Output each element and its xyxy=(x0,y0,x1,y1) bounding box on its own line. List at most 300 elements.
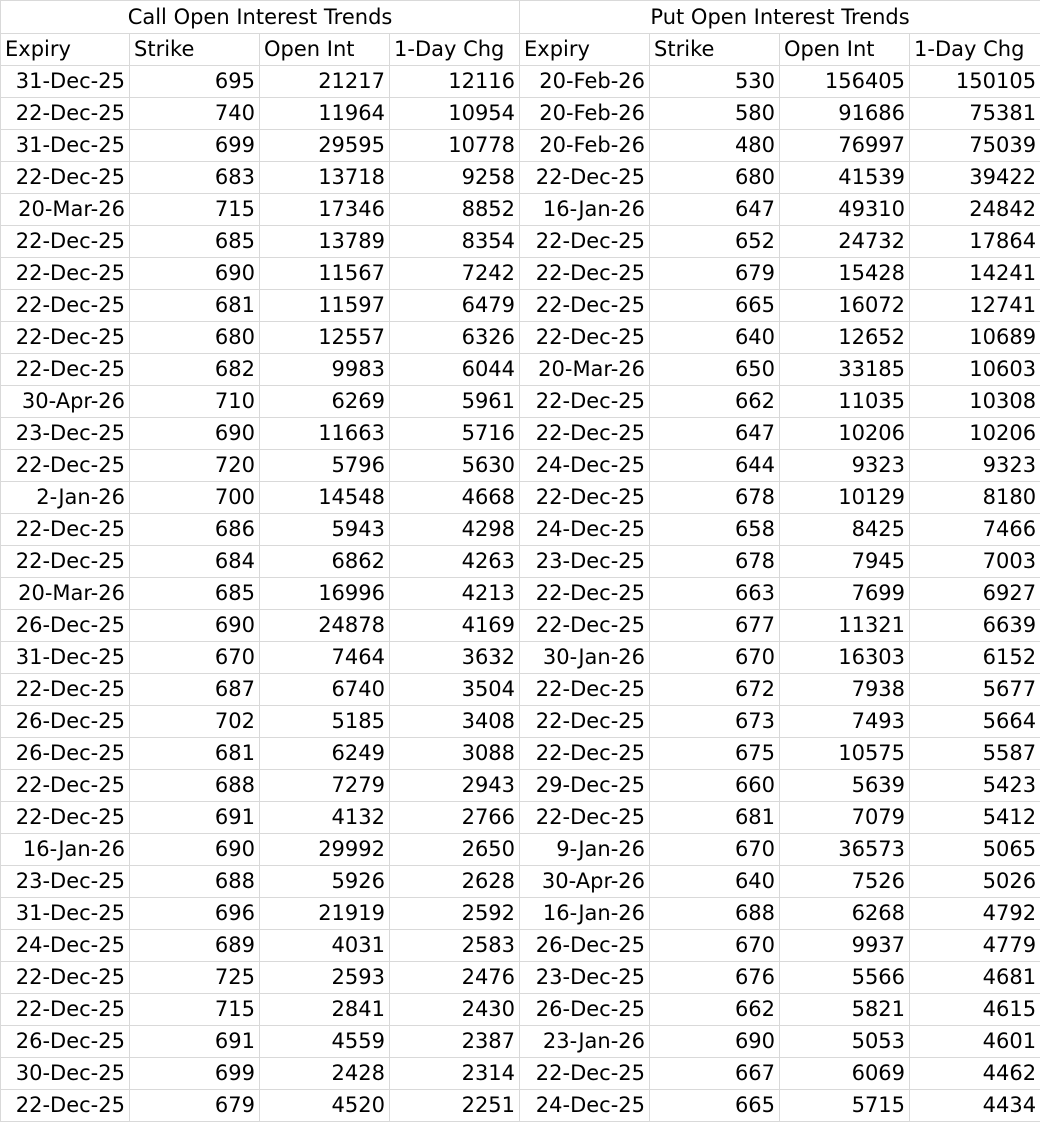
call-cell-expiry[interactable]: 22-Dec-25 xyxy=(1,514,130,546)
put-cell-open-int[interactable]: 15428 xyxy=(780,258,910,290)
call-cell-open-int[interactable]: 2593 xyxy=(260,962,390,994)
put-cell-open-int[interactable]: 5053 xyxy=(780,1026,910,1058)
put-table-title[interactable]: Put Open Interest Trends xyxy=(520,1,1040,34)
put-cell-open-int[interactable]: 11321 xyxy=(780,610,910,642)
put-cell-1-day-chg[interactable]: 39422 xyxy=(910,162,1040,194)
put-cell-1-day-chg[interactable]: 4462 xyxy=(910,1058,1040,1090)
put-cell-strike[interactable]: 665 xyxy=(650,290,780,322)
put-cell-1-day-chg[interactable]: 10603 xyxy=(910,354,1040,386)
call-cell-strike[interactable]: 690 xyxy=(130,418,260,450)
put-cell-open-int[interactable]: 6268 xyxy=(780,898,910,930)
call-cell-strike[interactable]: 684 xyxy=(130,546,260,578)
call-cell-expiry[interactable]: 22-Dec-25 xyxy=(1,450,130,482)
call-cell-expiry[interactable]: 20-Mar-26 xyxy=(1,194,130,226)
put-cell-open-int[interactable]: 76997 xyxy=(780,130,910,162)
call-cell-1-day-chg[interactable]: 5961 xyxy=(390,386,520,418)
call-cell-open-int[interactable]: 29595 xyxy=(260,130,390,162)
call-cell-strike[interactable]: 691 xyxy=(130,802,260,834)
put-cell-expiry[interactable]: 24-Dec-25 xyxy=(520,514,650,546)
put-cell-1-day-chg[interactable]: 6639 xyxy=(910,610,1040,642)
call-cell-1-day-chg[interactable]: 12116 xyxy=(390,66,520,98)
table-row xyxy=(1,514,1040,546)
call-cell-expiry[interactable]: 30-Dec-25 xyxy=(1,1058,130,1090)
call-cell-strike[interactable]: 688 xyxy=(130,770,260,802)
put-cell-expiry[interactable]: 22-Dec-25 xyxy=(520,1058,650,1090)
call-cell-expiry[interactable]: 22-Dec-25 xyxy=(1,226,130,258)
call-cell-1-day-chg[interactable]: 2476 xyxy=(390,962,520,994)
call-cell-expiry[interactable]: 22-Dec-25 xyxy=(1,674,130,706)
call-cell-strike[interactable]: 679 xyxy=(130,1090,260,1122)
call-cell-expiry[interactable]: 22-Dec-25 xyxy=(1,290,130,322)
put-cell-strike[interactable]: 679 xyxy=(650,258,780,290)
put-cell-expiry[interactable]: 24-Dec-25 xyxy=(520,1090,650,1122)
put-cell-1-day-chg[interactable]: 5065 xyxy=(910,834,1040,866)
put-cell-1-day-chg[interactable]: 10689 xyxy=(910,322,1040,354)
put-cell-strike[interactable]: 670 xyxy=(650,834,780,866)
put-cell-strike[interactable]: 640 xyxy=(650,322,780,354)
call-cell-open-int[interactable]: 6269 xyxy=(260,386,390,418)
put-cell-1-day-chg[interactable]: 75039 xyxy=(910,130,1040,162)
put-cell-1-day-chg[interactable]: 5423 xyxy=(910,770,1040,802)
call-cell-expiry[interactable]: 22-Dec-25 xyxy=(1,98,130,130)
call-cell-1-day-chg[interactable]: 3504 xyxy=(390,674,520,706)
call-cell-strike[interactable]: 688 xyxy=(130,866,260,898)
put-cell-open-int[interactable]: 8425 xyxy=(780,514,910,546)
put-cell-open-int[interactable]: 5639 xyxy=(780,770,910,802)
call-cell-strike[interactable]: 685 xyxy=(130,226,260,258)
call-cell-open-int[interactable]: 16996 xyxy=(260,578,390,610)
call-cell-strike[interactable]: 720 xyxy=(130,450,260,482)
call-cell-1-day-chg[interactable]: 4668 xyxy=(390,482,520,514)
call-cell-expiry[interactable]: 31-Dec-25 xyxy=(1,898,130,930)
table-row xyxy=(1,290,1040,322)
call-cell-open-int[interactable]: 4559 xyxy=(260,1026,390,1058)
put-cell-expiry[interactable]: 22-Dec-25 xyxy=(520,290,650,322)
put-cell-open-int[interactable]: 7945 xyxy=(780,546,910,578)
call-table-title[interactable]: Call Open Interest Trends xyxy=(1,1,520,34)
put-cell-strike[interactable]: 662 xyxy=(650,994,780,1026)
put-cell-strike[interactable]: 672 xyxy=(650,674,780,706)
put-cell-strike[interactable]: 647 xyxy=(650,418,780,450)
call-cell-1-day-chg[interactable]: 4298 xyxy=(390,514,520,546)
put-cell-expiry[interactable]: 22-Dec-25 xyxy=(520,258,650,290)
call-cell-expiry[interactable]: 31-Dec-25 xyxy=(1,130,130,162)
call-header-1-day-chg[interactable]: 1-Day Chg xyxy=(390,34,520,66)
put-header-strike[interactable]: Strike xyxy=(650,34,780,66)
call-cell-expiry[interactable]: 30-Apr-26 xyxy=(1,386,130,418)
call-cell-open-int[interactable]: 21217 xyxy=(260,66,390,98)
call-cell-strike[interactable]: 690 xyxy=(130,258,260,290)
put-cell-1-day-chg[interactable]: 5664 xyxy=(910,706,1040,738)
put-cell-open-int[interactable]: 5715 xyxy=(780,1090,910,1122)
table-row xyxy=(1,194,1040,226)
call-cell-1-day-chg[interactable]: 4263 xyxy=(390,546,520,578)
call-cell-expiry[interactable]: 26-Dec-25 xyxy=(1,706,130,738)
call-cell-open-int[interactable]: 12557 xyxy=(260,322,390,354)
call-cell-expiry[interactable]: 22-Dec-25 xyxy=(1,962,130,994)
call-cell-open-int[interactable]: 5185 xyxy=(260,706,390,738)
put-cell-1-day-chg[interactable]: 4779 xyxy=(910,930,1040,962)
call-cell-expiry[interactable]: 22-Dec-25 xyxy=(1,322,130,354)
table-row xyxy=(1,418,1040,450)
call-cell-strike[interactable]: 690 xyxy=(130,610,260,642)
put-cell-expiry[interactable]: 22-Dec-25 xyxy=(520,802,650,834)
put-cell-1-day-chg[interactable]: 7466 xyxy=(910,514,1040,546)
put-cell-strike[interactable]: 677 xyxy=(650,610,780,642)
put-cell-expiry[interactable]: 20-Feb-26 xyxy=(520,66,650,98)
call-cell-expiry[interactable]: 22-Dec-25 xyxy=(1,802,130,834)
call-cell-1-day-chg[interactable]: 2628 xyxy=(390,866,520,898)
call-cell-strike[interactable]: 715 xyxy=(130,194,260,226)
put-cell-strike[interactable]: 663 xyxy=(650,578,780,610)
call-cell-expiry[interactable]: 31-Dec-25 xyxy=(1,642,130,674)
call-cell-strike[interactable]: 681 xyxy=(130,738,260,770)
put-cell-expiry[interactable]: 23-Jan-26 xyxy=(520,1026,650,1058)
put-cell-1-day-chg[interactable]: 17864 xyxy=(910,226,1040,258)
table-row xyxy=(1,1026,1040,1058)
call-cell-expiry[interactable]: 26-Dec-25 xyxy=(1,738,130,770)
put-cell-1-day-chg[interactable]: 10206 xyxy=(910,418,1040,450)
call-cell-expiry[interactable]: 23-Dec-25 xyxy=(1,866,130,898)
call-cell-1-day-chg[interactable]: 5630 xyxy=(390,450,520,482)
call-cell-open-int[interactable]: 11964 xyxy=(260,98,390,130)
call-cell-1-day-chg[interactable]: 2430 xyxy=(390,994,520,1026)
call-cell-strike[interactable]: 682 xyxy=(130,354,260,386)
put-cell-strike[interactable]: 580 xyxy=(650,98,780,130)
table-row xyxy=(1,866,1040,898)
call-cell-open-int[interactable]: 6740 xyxy=(260,674,390,706)
title-row xyxy=(1,1,1040,34)
call-cell-open-int[interactable]: 7279 xyxy=(260,770,390,802)
put-cell-open-int[interactable]: 10575 xyxy=(780,738,910,770)
table-row xyxy=(1,610,1040,642)
call-cell-1-day-chg[interactable]: 2943 xyxy=(390,770,520,802)
call-cell-open-int[interactable]: 21919 xyxy=(260,898,390,930)
call-cell-1-day-chg[interactable]: 5716 xyxy=(390,418,520,450)
put-cell-open-int[interactable]: 156405 xyxy=(780,66,910,98)
call-cell-open-int[interactable]: 5796 xyxy=(260,450,390,482)
call-cell-expiry[interactable]: 22-Dec-25 xyxy=(1,770,130,802)
call-cell-1-day-chg[interactable]: 2583 xyxy=(390,930,520,962)
call-cell-expiry[interactable]: 22-Dec-25 xyxy=(1,994,130,1026)
call-cell-open-int[interactable]: 2428 xyxy=(260,1058,390,1090)
call-cell-expiry[interactable]: 22-Dec-25 xyxy=(1,258,130,290)
call-cell-strike[interactable]: 683 xyxy=(130,162,260,194)
put-cell-open-int[interactable]: 36573 xyxy=(780,834,910,866)
table-row xyxy=(1,546,1040,578)
call-cell-1-day-chg[interactable]: 10778 xyxy=(390,130,520,162)
call-cell-open-int[interactable]: 4031 xyxy=(260,930,390,962)
put-cell-strike[interactable]: 530 xyxy=(650,66,780,98)
put-cell-strike[interactable]: 662 xyxy=(650,386,780,418)
header-row xyxy=(1,34,1040,66)
call-cell-1-day-chg[interactable]: 4213 xyxy=(390,578,520,610)
put-cell-strike[interactable]: 690 xyxy=(650,1026,780,1058)
table-row xyxy=(1,130,1040,162)
put-cell-strike[interactable]: 658 xyxy=(650,514,780,546)
sheet-body xyxy=(1,1,1040,1122)
put-cell-1-day-chg[interactable]: 6927 xyxy=(910,578,1040,610)
put-cell-open-int[interactable]: 9323 xyxy=(780,450,910,482)
put-cell-1-day-chg[interactable]: 12741 xyxy=(910,290,1040,322)
table-row xyxy=(1,482,1040,514)
put-cell-expiry[interactable]: 22-Dec-25 xyxy=(520,162,650,194)
put-cell-expiry[interactable]: 22-Dec-25 xyxy=(520,578,650,610)
put-cell-expiry[interactable]: 23-Dec-25 xyxy=(520,546,650,578)
call-cell-strike[interactable]: 690 xyxy=(130,834,260,866)
put-cell-open-int[interactable]: 9937 xyxy=(780,930,910,962)
call-cell-strike[interactable]: 710 xyxy=(130,386,260,418)
call-cell-expiry[interactable]: 20-Mar-26 xyxy=(1,578,130,610)
put-cell-open-int[interactable]: 10129 xyxy=(780,482,910,514)
call-cell-strike[interactable]: 681 xyxy=(130,290,260,322)
put-cell-1-day-chg[interactable]: 4681 xyxy=(910,962,1040,994)
put-cell-expiry[interactable]: 22-Dec-25 xyxy=(520,674,650,706)
put-cell-expiry[interactable]: 22-Dec-25 xyxy=(520,706,650,738)
call-cell-strike[interactable]: 715 xyxy=(130,994,260,1026)
call-cell-1-day-chg[interactable]: 2251 xyxy=(390,1090,520,1122)
put-cell-open-int[interactable]: 91686 xyxy=(780,98,910,130)
put-cell-expiry[interactable]: 26-Dec-25 xyxy=(520,930,650,962)
put-cell-strike[interactable]: 644 xyxy=(650,450,780,482)
put-cell-expiry[interactable]: 20-Feb-26 xyxy=(520,98,650,130)
call-cell-1-day-chg[interactable]: 9258 xyxy=(390,162,520,194)
put-header-expiry[interactable]: Expiry xyxy=(520,34,650,66)
call-cell-open-int[interactable]: 13718 xyxy=(260,162,390,194)
table-row xyxy=(1,258,1040,290)
put-cell-open-int[interactable]: 5566 xyxy=(780,962,910,994)
put-cell-open-int[interactable]: 10206 xyxy=(780,418,910,450)
put-cell-1-day-chg[interactable]: 5587 xyxy=(910,738,1040,770)
call-cell-open-int[interactable]: 5926 xyxy=(260,866,390,898)
call-cell-expiry[interactable]: 22-Dec-25 xyxy=(1,546,130,578)
put-cell-1-day-chg[interactable]: 10308 xyxy=(910,386,1040,418)
put-cell-expiry[interactable]: 24-Dec-25 xyxy=(520,450,650,482)
call-cell-expiry[interactable]: 16-Jan-26 xyxy=(1,834,130,866)
call-cell-1-day-chg[interactable]: 3632 xyxy=(390,642,520,674)
call-cell-1-day-chg[interactable]: 2314 xyxy=(390,1058,520,1090)
call-cell-strike[interactable]: 700 xyxy=(130,482,260,514)
call-cell-1-day-chg[interactable]: 2650 xyxy=(390,834,520,866)
call-cell-open-int[interactable]: 11663 xyxy=(260,418,390,450)
call-header-expiry[interactable]: Expiry xyxy=(1,34,130,66)
call-cell-expiry[interactable]: 22-Dec-25 xyxy=(1,1090,130,1122)
put-cell-strike[interactable]: 681 xyxy=(650,802,780,834)
put-cell-open-int[interactable]: 16303 xyxy=(780,642,910,674)
table-row xyxy=(1,930,1040,962)
put-cell-open-int[interactable]: 41539 xyxy=(780,162,910,194)
put-cell-strike[interactable]: 480 xyxy=(650,130,780,162)
call-cell-strike[interactable]: 691 xyxy=(130,1026,260,1058)
call-cell-strike[interactable]: 680 xyxy=(130,322,260,354)
put-cell-1-day-chg[interactable]: 5677 xyxy=(910,674,1040,706)
put-cell-expiry[interactable]: 26-Dec-25 xyxy=(520,994,650,1026)
call-cell-open-int[interactable]: 11597 xyxy=(260,290,390,322)
put-cell-open-int[interactable]: 16072 xyxy=(780,290,910,322)
call-cell-strike[interactable]: 696 xyxy=(130,898,260,930)
call-cell-1-day-chg[interactable]: 6479 xyxy=(390,290,520,322)
put-cell-open-int[interactable]: 11035 xyxy=(780,386,910,418)
put-cell-strike[interactable]: 670 xyxy=(650,642,780,674)
put-cell-1-day-chg[interactable]: 4434 xyxy=(910,1090,1040,1122)
table-row xyxy=(1,802,1040,834)
put-cell-1-day-chg[interactable]: 75381 xyxy=(910,98,1040,130)
put-cell-strike[interactable]: 675 xyxy=(650,738,780,770)
put-cell-strike[interactable]: 688 xyxy=(650,898,780,930)
call-cell-strike[interactable]: 740 xyxy=(130,98,260,130)
call-cell-open-int[interactable]: 24878 xyxy=(260,610,390,642)
put-cell-strike[interactable]: 652 xyxy=(650,226,780,258)
call-header-open-int[interactable]: Open Int xyxy=(260,34,390,66)
call-cell-expiry[interactable]: 2-Jan-26 xyxy=(1,482,130,514)
put-cell-strike[interactable]: 665 xyxy=(650,1090,780,1122)
call-cell-1-day-chg[interactable]: 3088 xyxy=(390,738,520,770)
put-cell-1-day-chg[interactable]: 14241 xyxy=(910,258,1040,290)
put-cell-1-day-chg[interactable]: 4792 xyxy=(910,898,1040,930)
put-cell-expiry[interactable]: 22-Dec-25 xyxy=(520,738,650,770)
put-cell-strike[interactable]: 647 xyxy=(650,194,780,226)
call-cell-1-day-chg[interactable]: 2592 xyxy=(390,898,520,930)
put-cell-open-int[interactable]: 7938 xyxy=(780,674,910,706)
put-cell-strike[interactable]: 676 xyxy=(650,962,780,994)
put-cell-expiry[interactable]: 9-Jan-26 xyxy=(520,834,650,866)
put-cell-strike[interactable]: 650 xyxy=(650,354,780,386)
call-header-strike[interactable]: Strike xyxy=(130,34,260,66)
put-cell-expiry[interactable]: 22-Dec-25 xyxy=(520,610,650,642)
call-cell-open-int[interactable]: 6249 xyxy=(260,738,390,770)
put-cell-open-int[interactable]: 24732 xyxy=(780,226,910,258)
call-cell-strike[interactable]: 699 xyxy=(130,1058,260,1090)
put-cell-expiry[interactable]: 23-Dec-25 xyxy=(520,962,650,994)
put-cell-strike[interactable]: 660 xyxy=(650,770,780,802)
call-cell-1-day-chg[interactable]: 2766 xyxy=(390,802,520,834)
put-cell-1-day-chg[interactable]: 4601 xyxy=(910,1026,1040,1058)
put-cell-strike[interactable]: 680 xyxy=(650,162,780,194)
put-cell-open-int[interactable]: 49310 xyxy=(780,194,910,226)
put-cell-expiry[interactable]: 22-Dec-25 xyxy=(520,418,650,450)
call-cell-open-int[interactable]: 9983 xyxy=(260,354,390,386)
call-cell-expiry[interactable]: 31-Dec-25 xyxy=(1,66,130,98)
put-cell-open-int[interactable]: 6069 xyxy=(780,1058,910,1090)
table-row xyxy=(1,162,1040,194)
call-cell-1-day-chg[interactable]: 7242 xyxy=(390,258,520,290)
table-row xyxy=(1,738,1040,770)
call-cell-open-int[interactable]: 13789 xyxy=(260,226,390,258)
put-cell-1-day-chg[interactable]: 7003 xyxy=(910,546,1040,578)
put-cell-strike[interactable]: 678 xyxy=(650,546,780,578)
put-cell-1-day-chg[interactable]: 9323 xyxy=(910,450,1040,482)
call-cell-open-int[interactable]: 4520 xyxy=(260,1090,390,1122)
put-cell-1-day-chg[interactable]: 5412 xyxy=(910,802,1040,834)
call-cell-1-day-chg[interactable]: 6326 xyxy=(390,322,520,354)
put-cell-open-int[interactable]: 7079 xyxy=(780,802,910,834)
put-cell-expiry[interactable]: 20-Feb-26 xyxy=(520,130,650,162)
call-cell-open-int[interactable]: 2841 xyxy=(260,994,390,1026)
put-cell-1-day-chg[interactable]: 8180 xyxy=(910,482,1040,514)
put-cell-open-int[interactable]: 7526 xyxy=(780,866,910,898)
call-cell-open-int[interactable]: 17346 xyxy=(260,194,390,226)
put-cell-open-int[interactable]: 33185 xyxy=(780,354,910,386)
put-cell-expiry[interactable]: 20-Mar-26 xyxy=(520,354,650,386)
call-cell-strike[interactable]: 702 xyxy=(130,706,260,738)
put-cell-expiry[interactable]: 30-Jan-26 xyxy=(520,642,650,674)
put-cell-strike[interactable]: 673 xyxy=(650,706,780,738)
call-cell-expiry[interactable]: 26-Dec-25 xyxy=(1,1026,130,1058)
table-row xyxy=(1,962,1040,994)
put-cell-expiry[interactable]: 22-Dec-25 xyxy=(520,386,650,418)
put-cell-expiry[interactable]: 22-Dec-25 xyxy=(520,322,650,354)
put-cell-1-day-chg[interactable]: 6152 xyxy=(910,642,1040,674)
call-cell-1-day-chg[interactable]: 10954 xyxy=(390,98,520,130)
call-cell-strike[interactable]: 670 xyxy=(130,642,260,674)
call-cell-expiry[interactable]: 23-Dec-25 xyxy=(1,418,130,450)
put-cell-1-day-chg[interactable]: 4615 xyxy=(910,994,1040,1026)
call-cell-open-int[interactable]: 29992 xyxy=(260,834,390,866)
put-cell-open-int[interactable]: 7699 xyxy=(780,578,910,610)
table-row xyxy=(1,386,1040,418)
call-cell-open-int[interactable]: 7464 xyxy=(260,642,390,674)
put-cell-expiry[interactable]: 29-Dec-25 xyxy=(520,770,650,802)
put-cell-expiry[interactable]: 22-Dec-25 xyxy=(520,482,650,514)
call-cell-expiry[interactable]: 22-Dec-25 xyxy=(1,354,130,386)
call-cell-1-day-chg[interactable]: 6044 xyxy=(390,354,520,386)
call-cell-open-int[interactable]: 14548 xyxy=(260,482,390,514)
call-cell-strike[interactable]: 699 xyxy=(130,130,260,162)
call-cell-1-day-chg[interactable]: 4169 xyxy=(390,610,520,642)
call-cell-strike[interactable]: 686 xyxy=(130,514,260,546)
table-row xyxy=(1,450,1040,482)
call-cell-open-int[interactable]: 6862 xyxy=(260,546,390,578)
call-cell-1-day-chg[interactable]: 2387 xyxy=(390,1026,520,1058)
call-cell-strike[interactable]: 695 xyxy=(130,66,260,98)
call-cell-expiry[interactable]: 26-Dec-25 xyxy=(1,610,130,642)
put-cell-1-day-chg[interactable]: 150105 xyxy=(910,66,1040,98)
call-cell-expiry[interactable]: 24-Dec-25 xyxy=(1,930,130,962)
table-row xyxy=(1,1058,1040,1090)
put-cell-1-day-chg[interactable]: 24842 xyxy=(910,194,1040,226)
put-header-1-day-chg[interactable]: 1-Day Chg xyxy=(910,34,1040,66)
call-cell-1-day-chg[interactable]: 8852 xyxy=(390,194,520,226)
call-cell-1-day-chg[interactable]: 3408 xyxy=(390,706,520,738)
call-cell-1-day-chg[interactable]: 8354 xyxy=(390,226,520,258)
put-cell-expiry[interactable]: 16-Jan-26 xyxy=(520,898,650,930)
put-cell-open-int[interactable]: 7493 xyxy=(780,706,910,738)
put-header-open-int[interactable]: Open Int xyxy=(780,34,910,66)
put-cell-expiry[interactable]: 16-Jan-26 xyxy=(520,194,650,226)
table-row xyxy=(1,322,1040,354)
put-cell-strike[interactable]: 640 xyxy=(650,866,780,898)
table-row xyxy=(1,98,1040,130)
call-cell-strike[interactable]: 689 xyxy=(130,930,260,962)
table-row xyxy=(1,578,1040,610)
call-cell-strike[interactable]: 725 xyxy=(130,962,260,994)
call-cell-open-int[interactable]: 11567 xyxy=(260,258,390,290)
call-cell-strike[interactable]: 687 xyxy=(130,674,260,706)
put-cell-expiry[interactable]: 22-Dec-25 xyxy=(520,226,650,258)
put-cell-strike[interactable]: 667 xyxy=(650,1058,780,1090)
put-cell-open-int[interactable]: 12652 xyxy=(780,322,910,354)
put-cell-expiry[interactable]: 30-Apr-26 xyxy=(520,866,650,898)
put-cell-open-int[interactable]: 5821 xyxy=(780,994,910,1026)
put-cell-strike[interactable]: 670 xyxy=(650,930,780,962)
table-row xyxy=(1,834,1040,866)
put-cell-strike[interactable]: 678 xyxy=(650,482,780,514)
call-cell-strike[interactable]: 685 xyxy=(130,578,260,610)
call-cell-expiry[interactable]: 22-Dec-25 xyxy=(1,162,130,194)
call-cell-open-int[interactable]: 5943 xyxy=(260,514,390,546)
call-cell-open-int[interactable]: 4132 xyxy=(260,802,390,834)
put-cell-1-day-chg[interactable]: 5026 xyxy=(910,866,1040,898)
